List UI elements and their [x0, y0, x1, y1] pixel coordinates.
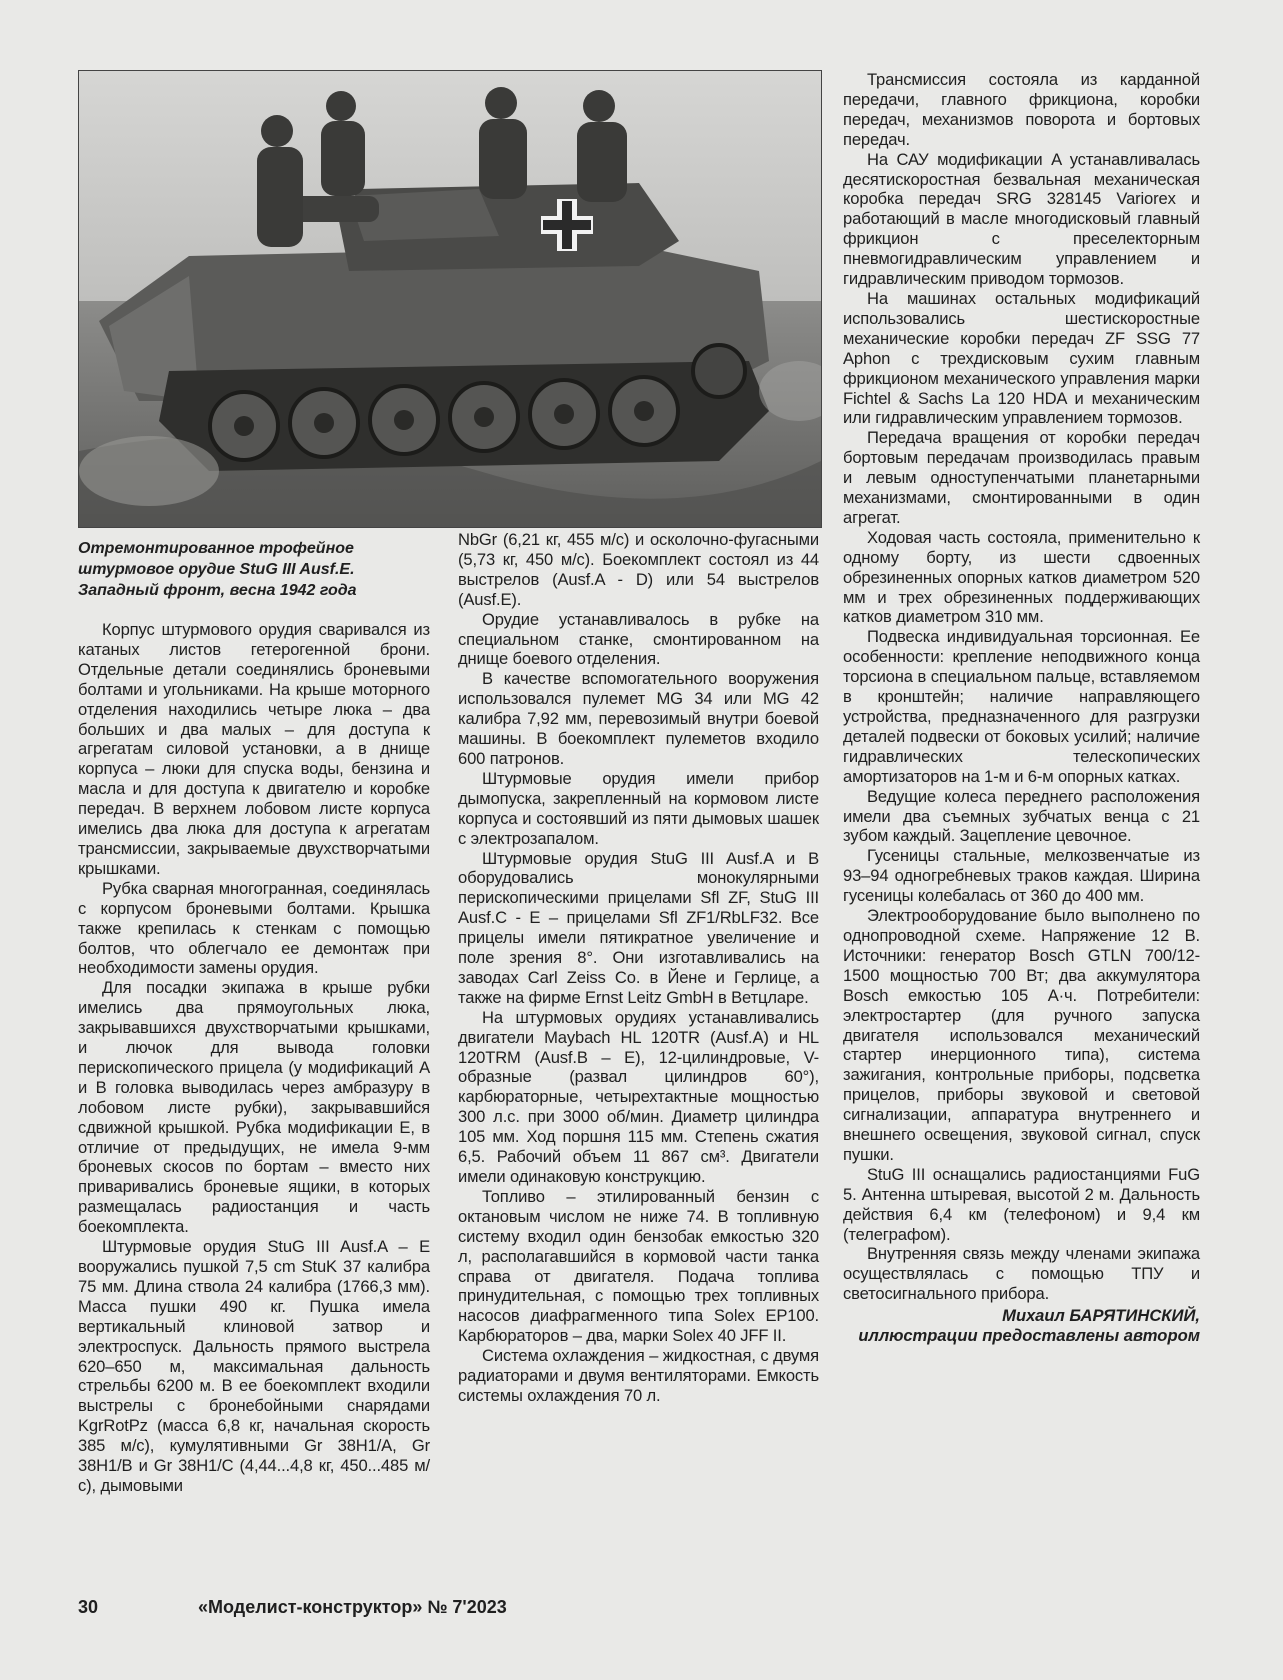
paragraph: Гусеницы стальные, мелкозвенчатые из 93–94 одногребневых траков каждая. Ширина гусеницы колебалась от 360 до 400 мм.: [843, 846, 1200, 906]
paragraph: Штурмовые орудия имели прибор дымопуска, закрепленный на кормовом листе корпуса и состоявший из пяти дымовых шашек с электрозапалом.: [458, 768, 819, 848]
text-column-1: [78, 620, 430, 1496]
paragraph: На САУ модификации A устанавливалась десятискоростная безвальная механическая коробка передач SRG 328145 Variorex и работающий в масле многодисковый главный фрикцион с преселекторным пневмогидравлическим управлением и гидравлическим приводом тормозов.: [843, 149, 1200, 289]
author-signature: [843, 1306, 1200, 1346]
paragraph: NbGr (6,21 кг, 455 м/с) и осколочно-фугасными (5,73 кг, 450 м/с). Боекомплект состоял из 44 выстрелов (Ausf.A - D) или 54 выстрелов (Ausf.E).: [458, 530, 819, 609]
paragraph: Внутренняя связь между членами экипажа осуществлялась с помощью ТПУ и светосигнального прибора.: [843, 1244, 1200, 1304]
journal-title: «Моделист-конструктор» № 7'2023: [198, 1597, 507, 1617]
author-name: Михаил БАРЯТИНСКИЙ,: [1002, 1306, 1200, 1326]
tank-photo: [78, 70, 822, 528]
paragraph: Ходовая часть состояла, применительно к одному борту, из шести сдвоенных обрезиненных опорных катков диаметром 520 мм и трех обрезиненных поддерживающих катков диаметром 310 мм.: [843, 527, 1200, 627]
tank-photo-illustration: [79, 71, 821, 527]
paragraph: Штурмовые орудия StuG III Ausf.A и B оборудовались монокулярными перископическими прицелами Sfl ZF, StuG III Ausf.C - E – прицелами Sfl ZF1/RbLF32. Все прицелы имели пятикратное увеличение и поле зрения 8°. Они изготавливались на заводах Carl Zeiss Co. в Йене и Герлице, а также на фирме Ernst Leitz GmbH в Ветцларе.: [458, 848, 819, 1007]
photo-caption: Отремонтированное трофейное штурмовое орудие StuG III Ausf.E. Западный фронт, весна 1942 года: [78, 540, 357, 599]
text-column-2: [458, 530, 819, 1406]
paragraph: Ведущие колеса переднего расположения имели два съемных зубчатых венца с 21 зубом каждый. Зацепление цевочное.: [843, 786, 1200, 846]
paragraph: Электрооборудование было выполнено по однопроводной схеме. Напряжение 12 В. Источники: генератор Bosch GTLN 700/12-1500 мощностью 700 Вт; два аккумулятора Bosch емкостью 105 А·ч. Потребители: электростартер (для ручного запуска двигателя использовался механический стартер инерционного типа), система зажигания, контрольные приборы, подсветка прицелов, приборы звуковой и световой сигнализации, аппаратура внутреннего и внешнего освещения, звуковой сигнал, спуск пушки.: [843, 906, 1200, 1164]
page-number: 30: [78, 1597, 99, 1617]
paragraph: Система охлаждения – жидкостная, с двумя радиаторами и двумя вентиляторами. Емкость системы охлаждения 70 л.: [458, 1346, 819, 1405]
paragraph: Топливо – этилированный бензин с октановым числом не ниже 74. В топливную систему входил один бензобак емкостью 320 л, располагавшийся в кормовой части танка справа от двигателя. Подача топлива принудительная, с помощью трех топливных насосов диафрагменного типа Solex EP100. Карбюраторов – два, марки Solex 40 JFF II.: [458, 1186, 819, 1346]
paragraph: Трансмиссия состояла из карданной передачи, главного фрикциона, коробки передач, механизмов поворота и бортовых передач.: [843, 70, 1200, 149]
paragraph: StuG III оснащались радиостанциями FuG 5. Антенна штыревая, высотой 2 м. Дальность действия 6,4 км (телефоном) и 9,4 км (телеграфом).: [843, 1164, 1200, 1244]
paragraph: Корпус штурмового орудия сваривался из катаных листов гетерогенной брони. Отдельные детали соединялись броневыми болтами и угольниками. На крыше моторного отделения находились четыре люка – два больших и два малых – для доступа к агрегатам силовой установки, а в днище корпуса – люки для спуска воды, бензина и масла и для доступа к двигателю и коробке передач. В верхнем лобовом листе корпуса имелись два люка для доступа к агрегатам трансмиссии, закрываемые двухстворчатыми крышками.: [78, 620, 430, 878]
paragraph: Подвеска индивидуальная торсионная. Ее особенности: крепление неподвижного конца торсиона в специальном пальце, вставляемом в кронштейн; наличие направляющего устройства, предназначенного для разгрузки деталей подвески от боковых усилий; наличие гидравлических телескопических амортизаторов на 1-м и 6-м опорных катках.: [843, 627, 1200, 786]
text-column-3: [843, 70, 1200, 1346]
paragraph: Для посадки экипажа в крыше рубки имелись два прямоугольных люка, закрывавшихся двухстворчатыми крышками, и лючок для вывода головки перископического прицела (у модификаций A и B головка выводилась через амбразуру в лобовом листе рубки), закрывавшийся сдвижной крышкой. Рубка модификации E, в отличие от предыдущих, не имела 9-мм броневых скосов по бортам – вместо них приваривались броневые ящики, в которых размещалась радиостанция и часть боекомплекта.: [78, 978, 430, 1237]
paragraph: Орудие устанавливалось в рубке на специальном станке, смонтированном на днище боевого отделения.: [458, 609, 819, 669]
paragraph: На машинах остальных модификаций использовались шестискоростные механические коробки передач ZF SSG 77 Aphon с трехдисковым сухим главным фрикционом механического управления марки Fichtel & Sachs La 120 HDA и механическим или гидравлическим управлением тормозов.: [843, 288, 1200, 428]
paragraph: На штурмовых орудиях устанавливались двигатели Maybach HL 120TR (Ausf.A) и HL 120TRM (Ausf.B – E), 12-цилиндровые, V-образные (развал цилиндров 60°), карбюраторные, четырехтактные мощностью 300 л.с. при 3000 об/мин. Диаметр цилиндра 105 мм. Ход поршня 115 мм. Степень сжатия 6,5. Рабочий объем 11 867 см³. Двигатели имели одинаковую конструкцию.: [458, 1007, 819, 1186]
illustration-credit: иллюстрации предоставлены автором: [858, 1326, 1200, 1346]
paragraph: В качестве вспомогательного вооружения использовался пулемет MG 34 или MG 42 калибра 7,92 мм, перевозимый внутри боевой машины. В боекомплект пулеметов входило 600 патронов.: [458, 669, 819, 768]
paragraph: Рубка сварная многогранная, соединялась с корпусом броневыми болтами. Крышка также крепилась к стенкам с помощью болтов, что облегчало ее демонтаж при необходимости замены орудия.: [78, 878, 430, 978]
paragraph: Штурмовые орудия StuG III Ausf.A – E вооружались пушкой 7,5 cm StuK 37 калибра 75 мм. Длина ствола 24 калибра (1766,3 мм). Масса пушки 490 кг. Пушка имела вертикальный клиновой затвор и электроспуск. Дальность прямого выстрела 620–650 м, максимальная дальность стрельбы 6200 м. В ее боекомплект входили выстрелы с бронебойными снарядами KgrRotPz (масса 6,8 кг, начальная скорость 385 м/с), кумулятивными Gr 38H1/A, Gr 38H1/B и Gr 38H1/C (4,44...4,8 кг, 450...485 м/с), дымовыми: [78, 1237, 430, 1495]
paragraph: Передача вращения от коробки передач бортовым передачам производилась правым и левым одноступенчатыми планетарными механизмами, смонтированными в один агрегат.: [843, 428, 1200, 527]
